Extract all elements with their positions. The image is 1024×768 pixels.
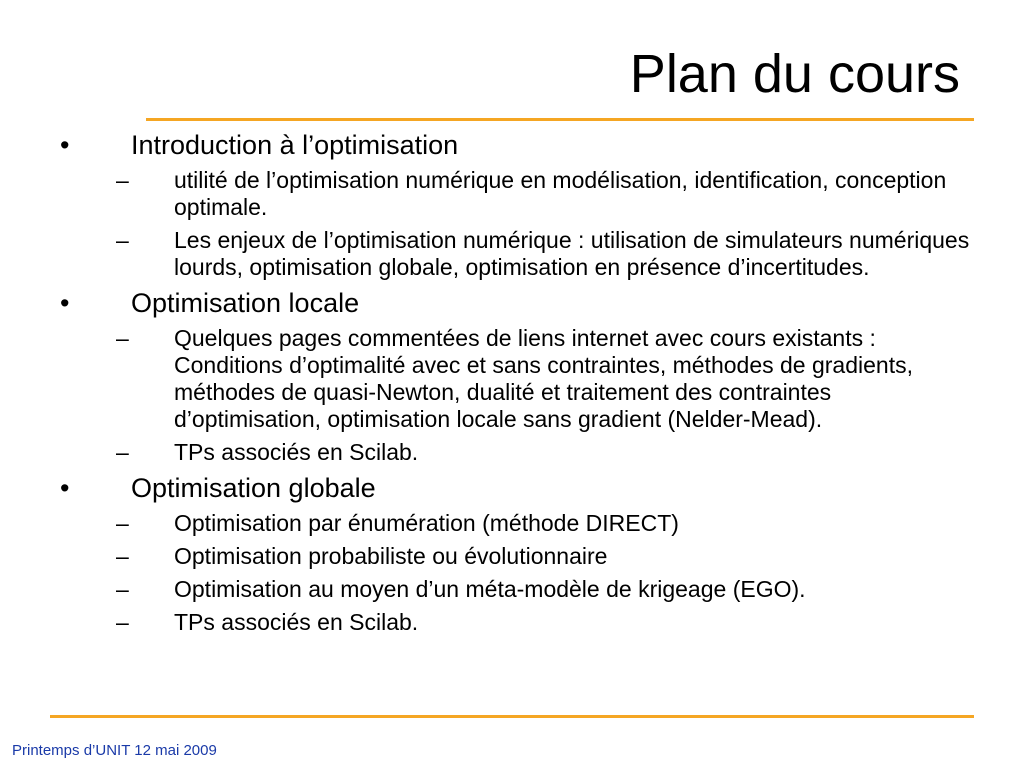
bullet-marker: • <box>60 130 70 160</box>
dash-marker: – <box>116 439 129 465</box>
outline-item <box>0 609 1024 636</box>
dash-marker: – <box>116 325 129 351</box>
item-text: TPs associés en Scilab. <box>174 439 419 465</box>
dash-marker: – <box>116 543 129 569</box>
item-text: Optimisation probabiliste ou évolutionnaire <box>174 543 608 569</box>
title-divider <box>146 118 974 121</box>
outline-item <box>0 576 1024 603</box>
dash-marker: – <box>116 609 129 635</box>
dash-marker: – <box>116 227 129 253</box>
outline-section <box>0 129 1024 161</box>
dash-marker: – <box>116 576 129 602</box>
outline-item <box>0 227 1024 281</box>
outline-item <box>0 543 1024 570</box>
outline-item <box>0 510 1024 537</box>
section-heading: Introduction à l’optimisation <box>131 130 459 160</box>
item-text: Optimisation au moyen d’un méta-modèle de krigeage (EGO). <box>174 576 806 602</box>
section-heading: Optimisation locale <box>131 288 360 318</box>
outline-section <box>0 287 1024 319</box>
dash-marker: – <box>116 167 129 193</box>
footer-divider <box>50 715 974 718</box>
item-text: Quelques pages commentées de liens internet avec cours existants : Conditions d’optimalité avec et sans contraintes, méthodes de gradients, méthodes de quasi-Newton, dualité et traitement des contraintes d’optimisation, optimisation locale sans gradient (Nelder-Mead). <box>174 325 913 432</box>
item-text: utilité de l’optimisation numérique en modélisation, identification, conception optimale. <box>174 167 947 220</box>
course-outline <box>0 123 1024 636</box>
item-text: Les enjeux de l’optimisation numérique : utilisation de simulateurs numériques lourds, optimisation globale, optimisation en présence d’incertitudes. <box>174 227 970 280</box>
outline-item <box>0 167 1024 221</box>
outline-section <box>0 472 1024 504</box>
outline-item <box>0 439 1024 466</box>
item-text: Optimisation par énumération (méthode DIRECT) <box>174 510 679 536</box>
item-text: TPs associés en Scilab. <box>174 609 419 635</box>
bullet-marker: • <box>60 473 70 503</box>
outline-item <box>0 325 1024 433</box>
bullet-marker: • <box>60 288 70 318</box>
section-heading: Optimisation globale <box>131 473 376 503</box>
slide-footer: Printemps d’UNIT 12 mai 2009 <box>12 742 217 759</box>
dash-marker: – <box>116 510 129 536</box>
slide-title: Plan du cours <box>629 44 960 104</box>
